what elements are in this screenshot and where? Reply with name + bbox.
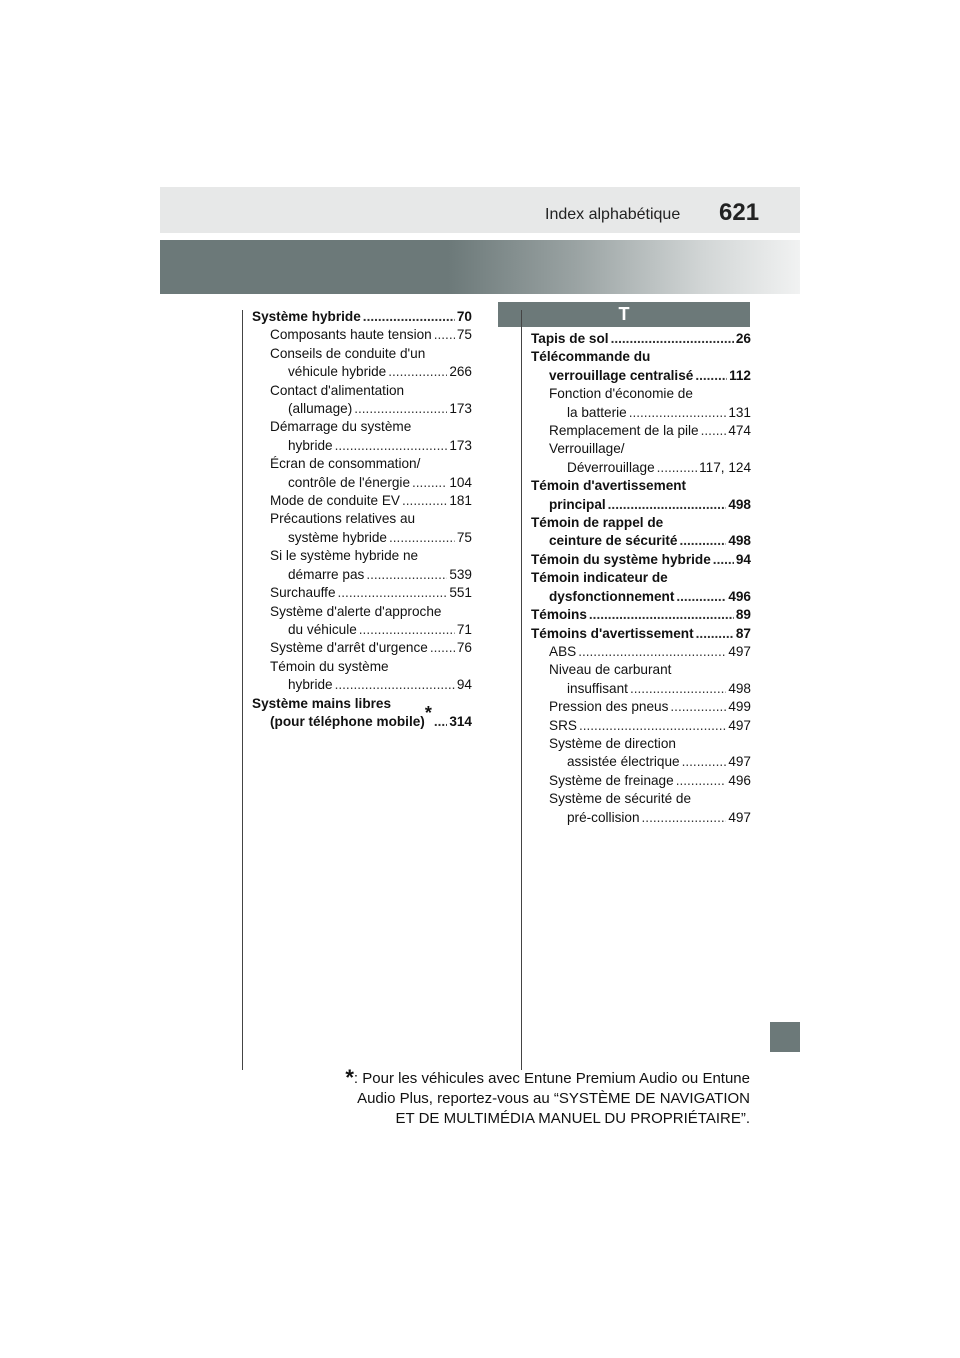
dot-leader bbox=[670, 698, 726, 716]
index-entry-text: Niveau de carburant bbox=[549, 662, 672, 678]
index-entry-text: Composants haute tension bbox=[270, 327, 432, 343]
index-entry-text: dysfonctionnement bbox=[549, 588, 675, 604]
index-entry-text: principal bbox=[549, 496, 606, 512]
index-entry-text: SRS bbox=[549, 717, 577, 733]
index-page-ref: 498 bbox=[728, 496, 751, 512]
dot-leader bbox=[366, 566, 447, 584]
index-page-ref: 89 bbox=[735, 607, 751, 623]
index-entry-text: Fonction d'économie de bbox=[549, 386, 693, 402]
index-entry bbox=[531, 330, 751, 348]
index-entry-text: la batterie bbox=[567, 404, 627, 420]
index-page-ref: 112 bbox=[729, 367, 751, 383]
index-entry bbox=[531, 367, 751, 385]
index-page-ref: 181 bbox=[449, 493, 472, 509]
index-page-ref: 497 bbox=[728, 754, 751, 770]
index-page-ref: 75 bbox=[456, 327, 472, 343]
page-number: 621 bbox=[719, 199, 760, 226]
index-entry-text: (allumage) bbox=[288, 401, 353, 417]
index-entry-text: ceinture de sécurité bbox=[549, 533, 678, 549]
index-entry bbox=[531, 680, 751, 698]
header-title: Index alphabétique bbox=[545, 206, 681, 223]
index-entry bbox=[252, 621, 472, 639]
left-index-column bbox=[252, 308, 472, 731]
footnote-line-1: *: Pour les véhicules avec Entune Premium Audio ou Entune bbox=[345, 1065, 750, 1090]
index-entry bbox=[531, 661, 751, 679]
index-entry-text: système hybride bbox=[288, 529, 387, 545]
index-entry bbox=[252, 382, 472, 400]
decorative-band bbox=[160, 240, 800, 294]
dot-leader bbox=[713, 551, 734, 569]
index-entry bbox=[531, 735, 751, 753]
left-column-rule bbox=[242, 310, 243, 1070]
index-entry-text: Tapis de sol bbox=[531, 331, 609, 346]
index-entry bbox=[252, 584, 472, 602]
index-entry bbox=[531, 809, 751, 827]
index-page-ref: 75 bbox=[456, 529, 472, 545]
index-entry-text: Verrouillage/ bbox=[549, 441, 625, 457]
index-entry-text: (pour téléphone mobile) bbox=[270, 713, 425, 729]
index-entry-text: hybride bbox=[288, 677, 333, 693]
index-page-ref: 117, 124 bbox=[699, 459, 751, 475]
index-entry bbox=[252, 418, 472, 436]
dot-leader bbox=[642, 809, 727, 827]
index-entry-text: pré-collision bbox=[567, 809, 640, 825]
index-entry-text: Mode de conduite EV bbox=[270, 493, 400, 509]
index-page-ref: 551 bbox=[449, 585, 472, 601]
index-entry-text: Témoin d'avertissement bbox=[531, 478, 687, 494]
index-page-ref: 87 bbox=[735, 625, 751, 641]
index-entry-text: démarre pas bbox=[288, 566, 365, 582]
index-page-ref: 173 bbox=[449, 401, 472, 417]
index-entry bbox=[531, 477, 751, 495]
index-entry bbox=[252, 400, 472, 418]
index-entry-text: Témoin du système hybride bbox=[531, 551, 711, 567]
index-entry bbox=[531, 643, 751, 661]
index-page-ref: 76 bbox=[456, 640, 472, 656]
dot-leader bbox=[578, 643, 726, 661]
dot-leader bbox=[630, 680, 726, 698]
dot-leader bbox=[676, 588, 726, 606]
dot-leader bbox=[701, 422, 727, 440]
dot-leader bbox=[434, 326, 455, 344]
index-page-ref: 497 bbox=[728, 717, 751, 733]
index-entry-text: Témoins d'avertissement bbox=[531, 625, 694, 641]
index-entry bbox=[252, 326, 472, 344]
index-entry bbox=[531, 569, 751, 587]
index-page-ref: 131 bbox=[728, 404, 751, 420]
index-entry bbox=[252, 603, 472, 621]
index-entry-text: Surchauffe bbox=[270, 585, 336, 601]
dot-leader bbox=[657, 459, 697, 477]
dot-leader bbox=[611, 330, 734, 348]
index-entry-text: Pression des pneus bbox=[549, 699, 669, 715]
index-page-ref: 94 bbox=[456, 677, 472, 693]
index-page-ref: 497 bbox=[728, 809, 751, 825]
index-page-ref: 26 bbox=[735, 331, 751, 346]
index-entry-text: Système de sécurité de bbox=[549, 791, 692, 807]
index-entry-text: Témoin du système bbox=[270, 658, 389, 674]
index-entry bbox=[252, 658, 472, 676]
dot-leader bbox=[363, 308, 455, 326]
index-page-ref: 104 bbox=[449, 474, 472, 490]
dot-leader bbox=[359, 621, 455, 639]
index-entry-text: Système hybride bbox=[252, 309, 361, 324]
index-page-ref: 173 bbox=[449, 437, 472, 453]
index-entry bbox=[252, 437, 472, 455]
index-page-ref: 496 bbox=[728, 772, 751, 788]
dot-leader bbox=[389, 529, 455, 547]
index-entry bbox=[531, 440, 751, 458]
index-page-ref: 474 bbox=[728, 423, 751, 439]
index-entry bbox=[252, 455, 472, 473]
index-entry-text: hybride bbox=[288, 437, 333, 453]
index-entry bbox=[252, 345, 472, 363]
index-entry-text: Remplacement de la pile bbox=[549, 423, 699, 439]
index-entry-text: Témoins bbox=[531, 607, 587, 623]
dot-leader bbox=[402, 492, 447, 510]
index-page-ref: 496 bbox=[728, 588, 751, 604]
dot-leader bbox=[354, 400, 447, 418]
index-entry-text: insuffisant bbox=[567, 680, 628, 696]
index-entry bbox=[531, 717, 751, 735]
index-entry-text: Écran de consommation/ bbox=[270, 456, 421, 472]
index-entry-text: du véhicule bbox=[288, 621, 357, 637]
footnote-marker: * bbox=[345, 1065, 354, 1090]
index-entry bbox=[531, 625, 751, 643]
dot-leader bbox=[589, 606, 734, 624]
dot-leader bbox=[579, 717, 726, 735]
dot-leader bbox=[430, 639, 455, 657]
index-entry-text: Système de freinage bbox=[549, 772, 674, 788]
index-entry bbox=[531, 532, 751, 550]
dot-leader bbox=[338, 584, 448, 602]
index-entry bbox=[531, 514, 751, 532]
dot-leader bbox=[335, 676, 455, 694]
header-bar bbox=[160, 187, 800, 233]
index-entry-text: Témoin indicateur de bbox=[531, 570, 668, 586]
index-entry-text: Démarrage du système bbox=[270, 419, 412, 435]
footnote-line-3: ET DE MULTIMÉDIA MANUEL DU PROPRIÉTAIRE”. bbox=[395, 1110, 750, 1127]
index-entry bbox=[252, 363, 472, 381]
index-entry-text: Système d'alerte d'approche bbox=[270, 603, 442, 619]
index-entry bbox=[531, 772, 751, 790]
index-entry bbox=[252, 510, 472, 528]
right-index-column bbox=[531, 330, 751, 827]
dot-leader bbox=[676, 772, 727, 790]
index-page-ref: 266 bbox=[449, 364, 472, 380]
index-entry-text: Si le système hybride ne bbox=[270, 548, 419, 564]
index-page-ref: 539 bbox=[449, 566, 472, 582]
index-entry-text: Système de direction bbox=[549, 735, 676, 751]
index-entry-text: Système mains libres bbox=[252, 695, 392, 711]
chapter-side-tab bbox=[770, 1022, 800, 1052]
index-entry bbox=[252, 639, 472, 657]
index-entry bbox=[252, 492, 472, 510]
index-entry bbox=[252, 695, 472, 713]
dot-leader bbox=[695, 367, 727, 385]
index-entry-text: Déverrouillage bbox=[567, 459, 655, 475]
index-entry bbox=[531, 606, 751, 624]
index-entry bbox=[531, 790, 751, 808]
index-page-ref: 498 bbox=[728, 533, 751, 549]
section-letter-tab: T bbox=[498, 302, 750, 327]
footnote bbox=[190, 1065, 750, 1129]
index-entry bbox=[252, 308, 472, 326]
index-entry bbox=[252, 529, 472, 547]
dot-leader bbox=[679, 532, 726, 550]
index-entry-text: contrôle de l'énergie bbox=[288, 474, 410, 490]
index-entry bbox=[252, 547, 472, 565]
index-entry bbox=[531, 422, 751, 440]
index-entry-text: Télécommande du bbox=[531, 349, 651, 365]
index-entry-text: Témoin de rappel de bbox=[531, 515, 664, 531]
index-entry bbox=[531, 588, 751, 606]
index-page-ref: 497 bbox=[728, 643, 751, 659]
index-entry bbox=[531, 385, 751, 403]
index-page-ref: 70 bbox=[456, 309, 472, 324]
index-entry bbox=[252, 676, 472, 694]
dot-leader bbox=[388, 363, 447, 381]
index-entry-text: Précautions relatives au bbox=[270, 511, 416, 527]
dot-leader bbox=[608, 496, 727, 514]
dot-leader bbox=[629, 404, 727, 422]
index-page-ref: 94 bbox=[735, 551, 751, 567]
index-page-ref: 499 bbox=[728, 699, 751, 715]
index-entry bbox=[531, 698, 751, 716]
index-page-ref: 314 bbox=[449, 713, 472, 729]
index-entry bbox=[531, 404, 751, 422]
index-entry-text: ABS bbox=[549, 643, 577, 659]
index-entry bbox=[252, 566, 472, 584]
index-page-ref: 71 bbox=[456, 621, 472, 637]
dot-leader bbox=[682, 753, 727, 771]
index-entry-text: Conseils de conduite d'un bbox=[270, 345, 426, 361]
index-entry bbox=[531, 551, 751, 569]
index-entry bbox=[531, 348, 751, 366]
dot-leader bbox=[412, 474, 447, 492]
footnote-line-2: Audio Plus, reportez-vous au “SYSTÈME DE NAVIGATION bbox=[357, 1090, 750, 1107]
dot-leader bbox=[335, 437, 448, 455]
index-page-ref: 498 bbox=[728, 680, 751, 696]
index-entry bbox=[531, 753, 751, 771]
index-entry bbox=[531, 459, 751, 477]
index-entry-text: Système d'arrêt d'urgence bbox=[270, 640, 428, 656]
index-entry-text: Contact d'alimentation bbox=[270, 382, 405, 398]
center-column-rule bbox=[521, 310, 522, 1070]
index-entry bbox=[531, 496, 751, 514]
index-entry-text: véhicule hybride bbox=[288, 364, 387, 380]
dot-leader bbox=[696, 625, 734, 643]
index-entry bbox=[252, 474, 472, 492]
index-entry-text: assistée électrique bbox=[567, 754, 680, 770]
dot-leader bbox=[434, 713, 447, 731]
index-entry-text: verrouillage centralisé bbox=[549, 367, 694, 383]
footnote-asterisk: * bbox=[424, 702, 432, 723]
